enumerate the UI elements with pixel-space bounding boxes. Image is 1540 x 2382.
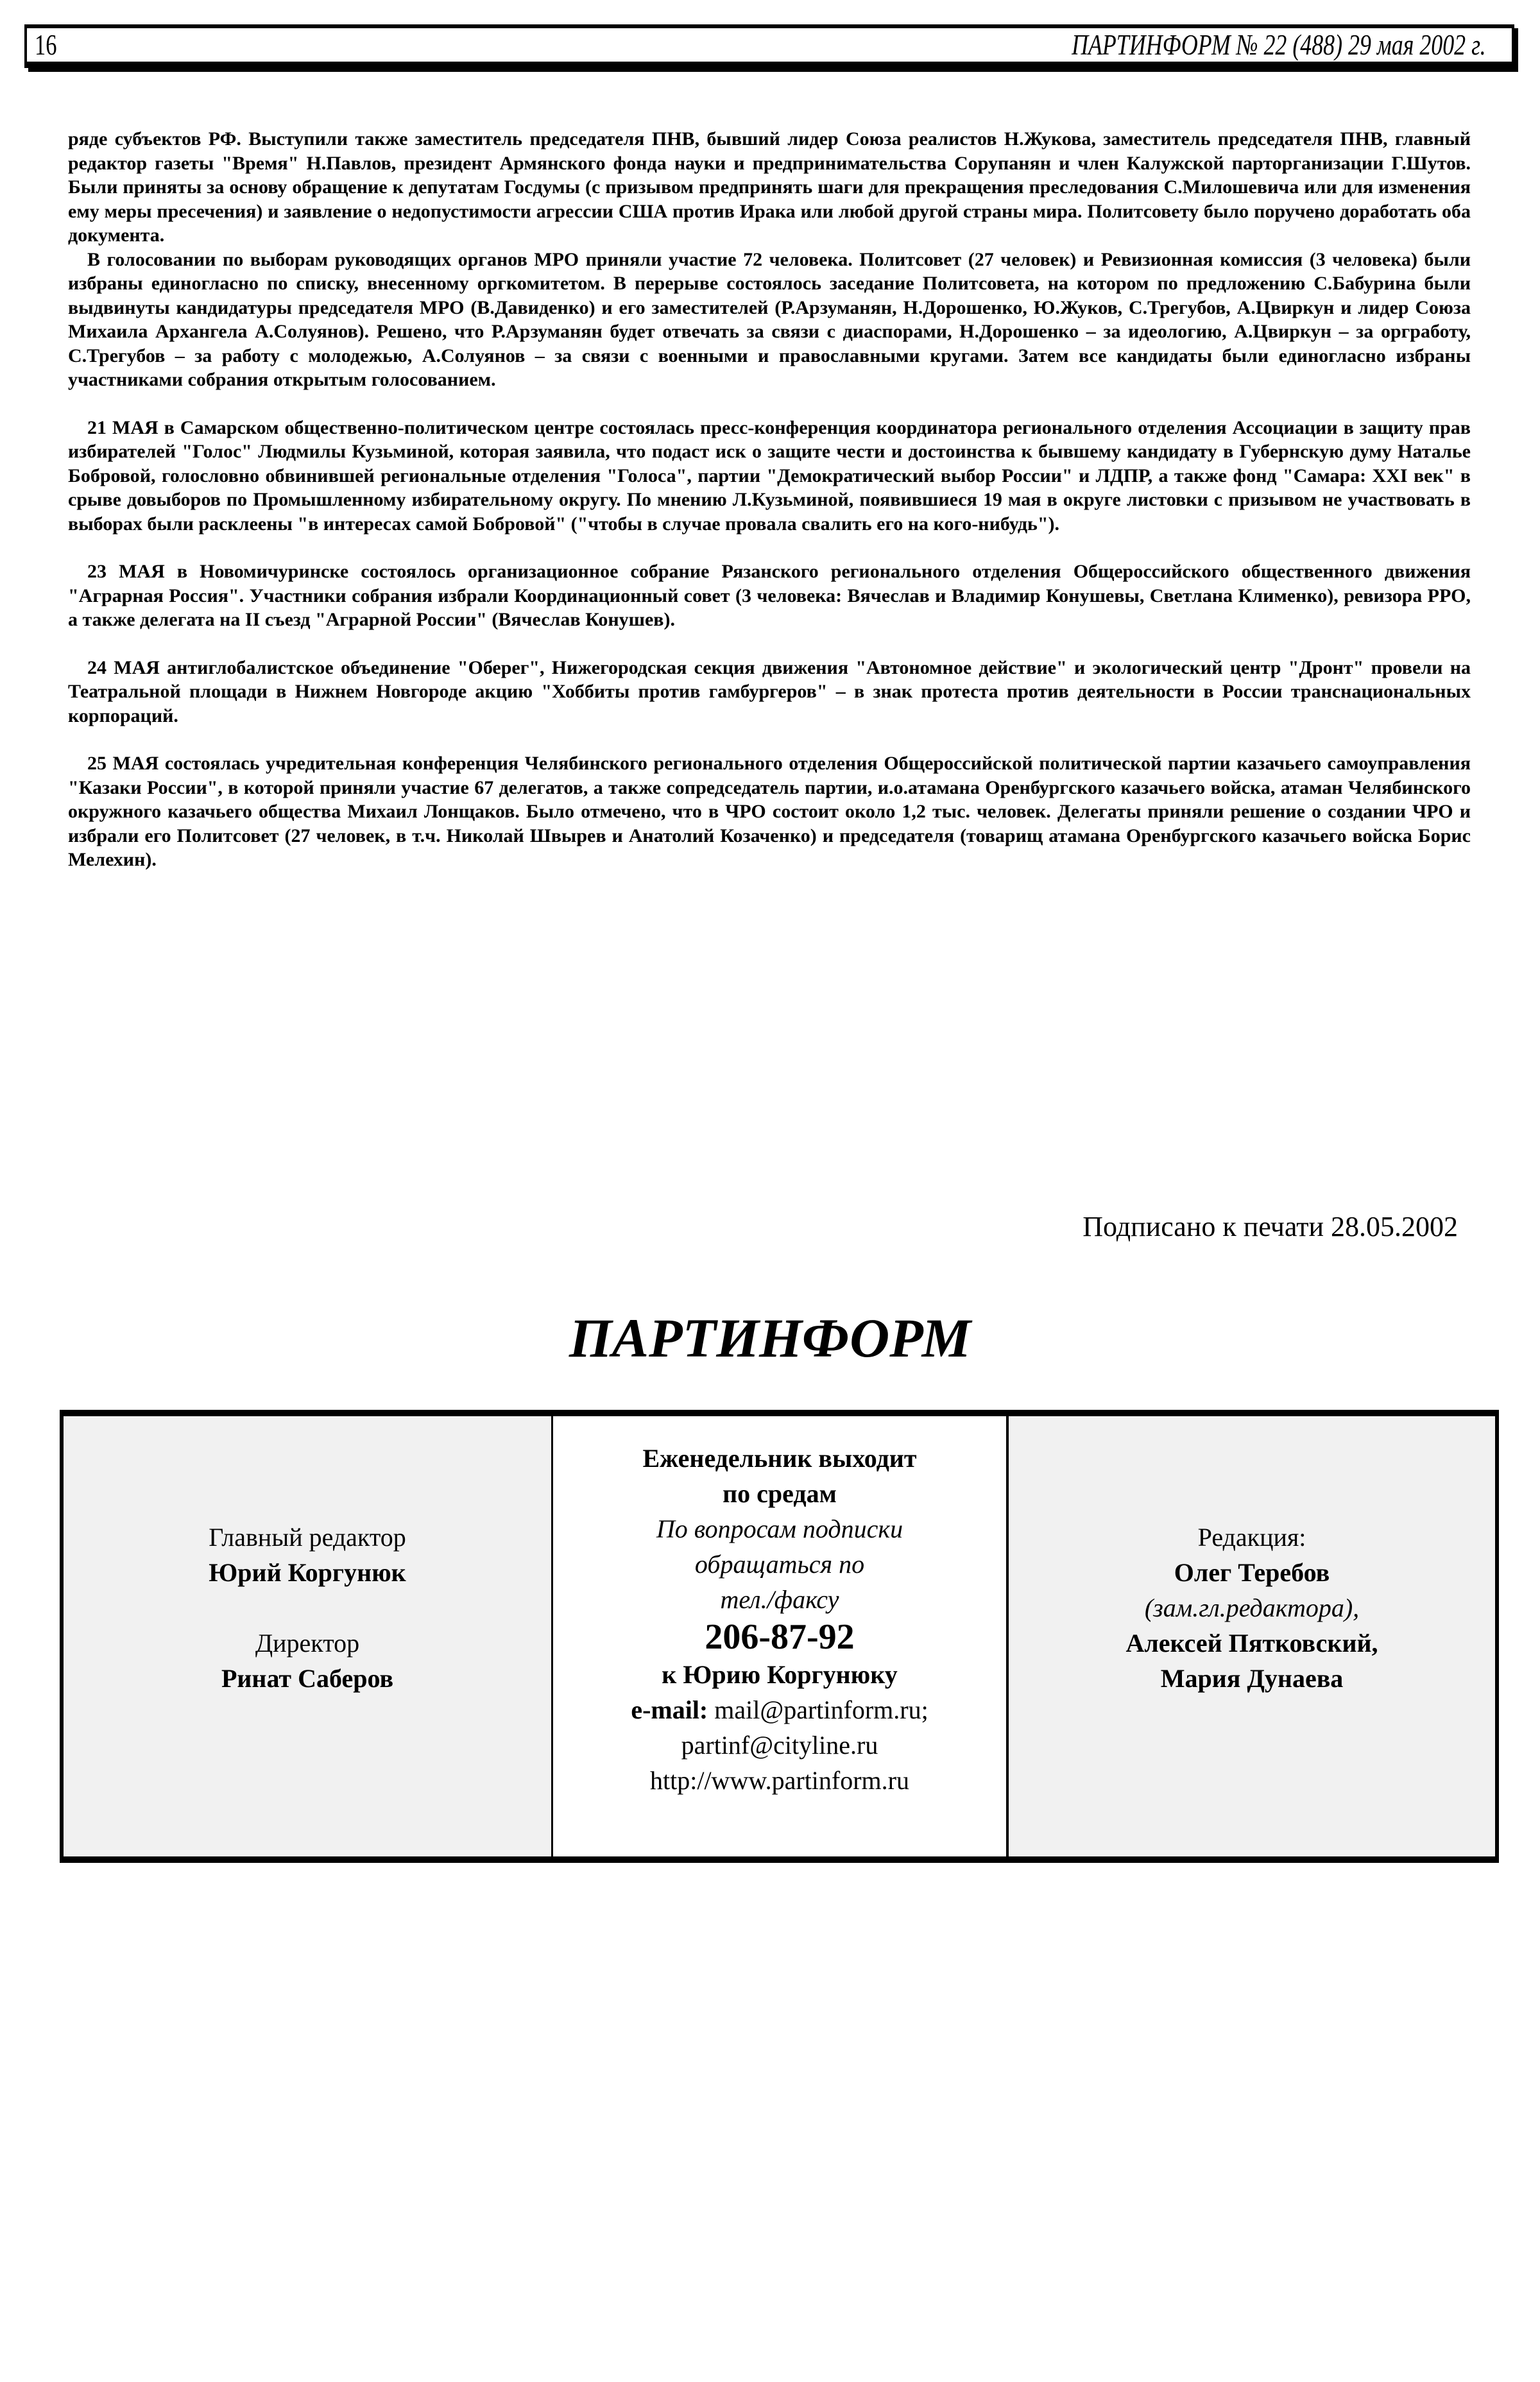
paragraph — [68, 248, 1471, 392]
role-label: Директор — [255, 1628, 360, 1658]
email-link[interactable]: mail@partinform.ru; — [708, 1695, 928, 1724]
person-name: Ринат Саберов — [221, 1663, 394, 1693]
person-name: Юрий Коргунюк — [209, 1557, 406, 1587]
page-number: 16 — [35, 28, 57, 61]
subscription-note: обращаться по — [694, 1550, 865, 1579]
news-date: 23 МАЯ — [87, 561, 165, 582]
issue-title: ПАРТИНФОРМ № 22 (488) 29 мая 2002 г. — [1072, 28, 1486, 61]
email-link[interactable]: partinf@cityline.ru — [681, 1731, 878, 1760]
role-note: (зам.гл.редактора), — [1144, 1593, 1360, 1622]
news-date: 25 МАЯ — [87, 753, 159, 774]
subscription-note: По вопросам подписки — [656, 1514, 903, 1543]
news-text: в Новомичуринске состоялось организационное собрание Рязанского регионального отделения Общероссийского общественного движения "Аграрная Россия". Участники собрания избрали Координационный совет (3 человека: Вячеслав и Владимир Конушевы, Светлана Клименко), ревизора РРО, а также делегата на II съезд "Аграрной России" (Вячеслав Конушев). — [68, 561, 1471, 630]
news-text: в Самарском общественно-политическом центре состоялась пресс-конференция координатора регионального отделения Ассоциации в защиту прав избирателей "Голос" Людмилы Кузьминой, которая заявила, что подаст иск о защите чести и достоинства к бывшему кандидату в Губернскую думу Наталье Бобровой, голословно обвинившей региональные отделения "Голоса", партии "Демократический выбор России" и ЛДПР, а также фонд "Самара: XXI век" в срыве довыборов по Промышленному избирательному округу. По мнению Л.Кузьминой, появившиеся 19 мая в округе листовки с призывом не участвовать в выборах были расклеены "в интересах самой Бобровой" ("чтобы в случае провала свалить его на кого-нибудь"). — [68, 416, 1471, 535]
person-name: Алексей Пятковский, — [1125, 1628, 1378, 1658]
news-item — [68, 751, 1471, 872]
paragraph-text: ряде субъектов РФ. Выступили также заместитель председателя ПНВ, бывший лидер Союза реалистов Н.Жукова, заместитель председателя ПНВ, главный редактор газеты "Время" Н.Павлов, президент Армянского фонда науки и предпринимательства Сорупанян и член Калужской парторганизации Г.Шутов. Были приняты за основу обращение к депутатам Госдумы (с призывом предпринять шаги для прекращения преследования С.Милошевича или для изменения ему меры пресечения) и заявление о недопустимости агрессии США против Ирака или любой другой страны мира. Политсовету было поручено доработать оба документа. — [68, 128, 1471, 246]
paragraph-text: В голосовании по выборам руководящих органов МРО приняли участие 72 человека. Политсовет (27 человек) и Ревизионная комиссия (3 человека) были избраны единогласно по списку, внесенному оргкомитетом. В перерыве состоялось заседание Политсовета, на котором по предложению С.Бабурина были выдвинуты кандидатуры председателя МРО (В.Давиденко) и его заместителей (Р.Арзуманян, Н.Дорошенко, Ю.Жуков, С.Трегубов, А.Цвиркун и лидер Союза Михаила Архангела А.Солуянов). Решено, что Р.Арзуманян будет отвечать за связи с диаспорами, Н.Дорошенко – за идеологию, А.Цвиркун – за оргработу, С.Трегубов – за работу с молодежью, А.Солуянов – за связи с военными и православными кругами. Затем все кандидаты были единогласно избраны участниками собрания открытым голосованием. — [68, 248, 1471, 390]
subscription-note: тел./факсу — [720, 1585, 839, 1614]
paragraph — [68, 127, 1471, 248]
person-name: Олег Теребов — [1174, 1557, 1330, 1587]
news-date: 21 МАЯ — [87, 416, 158, 438]
schedule-line: по средам — [723, 1479, 837, 1508]
news-date: 24 МАЯ — [87, 656, 160, 678]
news-item — [68, 560, 1471, 632]
news-item — [68, 656, 1471, 728]
news-item — [68, 416, 1471, 536]
staff-heading: Редакция: — [1197, 1522, 1306, 1552]
signed-to-print-note: Подписано к печати 28.05.2002 — [1082, 1211, 1458, 1242]
person-name: Мария Дунаева — [1160, 1663, 1344, 1693]
masthead-cell-editors — [64, 1416, 553, 1856]
schedule-line: Еженедельник выходит — [642, 1444, 917, 1473]
masthead-title: ПАРТИНФОРМ — [569, 1307, 971, 1369]
email-label: e-mail: — [631, 1695, 708, 1724]
masthead-cell-contacts — [553, 1416, 1009, 1856]
contact-person: к Юрию Коргунюку — [662, 1660, 898, 1689]
email-line — [631, 1692, 928, 1727]
phone-number: 206-87-92 — [705, 1617, 855, 1657]
article-body — [68, 127, 1471, 872]
masthead-table — [60, 1410, 1499, 1863]
role-label: Главный редактор — [209, 1522, 406, 1552]
news-text: состоялась учредительная конференция Челябинского регионального отделения Общероссийской политической партии казачьего самоуправления "Казаки России", в которой приняли участие 67 делегатов, а также сопредседатель партии, и.о.атамана Оренбургского казачьего войска, атаман Челябинского окружного казачьего общества Михаил Лонщаков. Было отмечено, что в ЧРО состоит около 1,2 тыс. человек. Делегаты приняли решение о создании ЧРО и избрали его Политсовет (27 человек, в т.ч. Николай Швырев и Анатолий Козаченко) и председателя (товарищ атамана Оренбургского казачьего войска Борис Мелехин). — [68, 753, 1471, 870]
news-text: антиглобалистское объединение "Оберег", Нижегородская секция движения "Автономное действие" и экологический центр "Дронт" провели на Театральной площади в Нижнем Новгороде акцию "Хоббиты против гамбургеров" – в знак протеста против деятельности в России транснациональных корпораций. — [68, 656, 1471, 726]
website-link[interactable]: http://www.partinform.ru — [649, 1766, 909, 1795]
page-header — [24, 24, 1514, 68]
masthead-cell-staff — [1009, 1416, 1495, 1856]
